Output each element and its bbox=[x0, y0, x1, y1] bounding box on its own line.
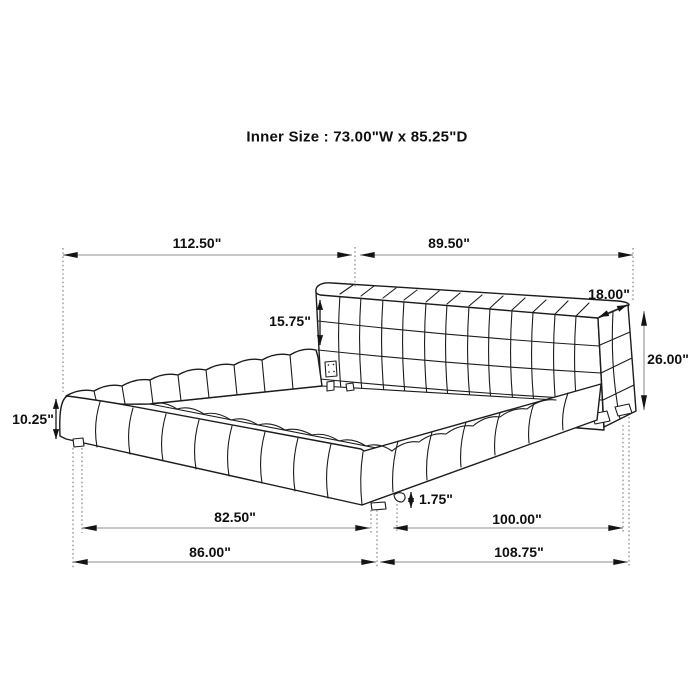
dim-label-15-75: 15.75" bbox=[269, 313, 311, 329]
dim-label-89-50: 89.50" bbox=[428, 235, 470, 251]
dim-label-1-75: 1.75" bbox=[419, 491, 453, 507]
dim-label-86-00: 86.00" bbox=[189, 544, 231, 560]
bracket bbox=[325, 361, 337, 377]
dim-label-26-00: 26.00" bbox=[647, 351, 689, 367]
dim-label-82-50: 82.50" bbox=[214, 509, 256, 525]
bed-line-drawing bbox=[60, 283, 636, 510]
dim-label-10-25: 10.25" bbox=[12, 411, 54, 427]
dim-label-108-75: 108.75" bbox=[494, 544, 544, 560]
inner-size-title: Inner Size : 73.00"W x 85.25"D bbox=[246, 128, 468, 146]
dim-label-112-50: 112.50" bbox=[172, 235, 222, 251]
dim-label-18-00: 18.00" bbox=[588, 286, 630, 302]
left-corner-foot bbox=[73, 438, 84, 447]
dim-label-100-00: 100.00" bbox=[492, 511, 542, 527]
